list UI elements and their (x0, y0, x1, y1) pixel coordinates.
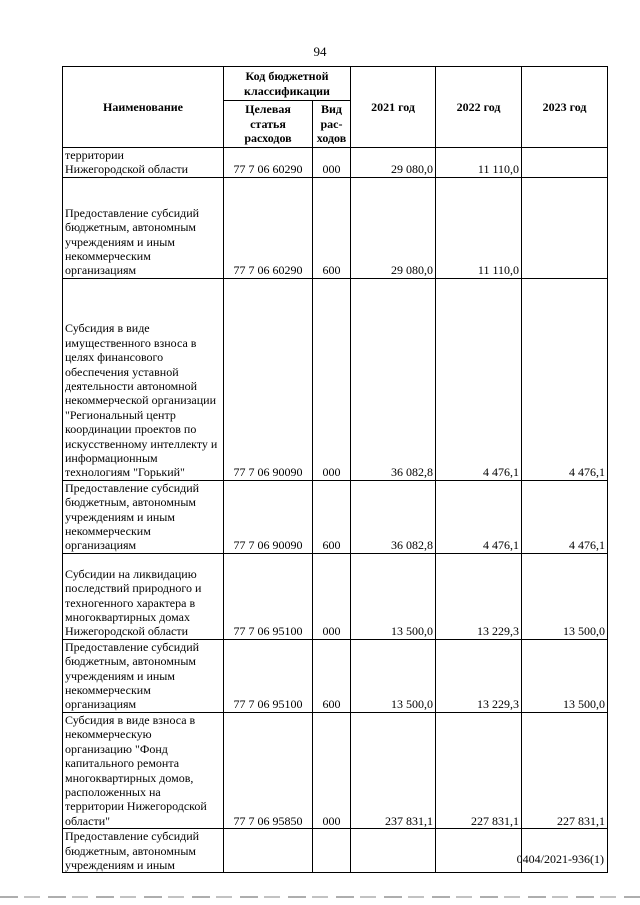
cell-y2023: 4 476,1 (522, 278, 608, 480)
cell-y2021: 36 082,8 (351, 480, 436, 553)
cell-name: Предоставление субсидий бюджетным, автономным учреждениям и иным некоммерческим организациям (63, 639, 224, 712)
cell-y2022 (436, 829, 522, 873)
cell-name: Предоставление субсидий бюджетным, автономным учреждениям и иным некоммерческим организациям (63, 177, 224, 278)
cell-y2021: 29 080,0 (351, 177, 436, 278)
cell-y2023: 227 831,1 (522, 712, 608, 828)
cell-y2023: 13 500,0 (522, 553, 608, 639)
page-number: 94 (313, 44, 327, 59)
cell-name: Субсидия в виде взноса в некоммерческую организацию "Фонд капитального ремонта многоквартирных домов, расположенных на территории Нижегородской области" (63, 712, 224, 828)
cell-y2021: 36 082,8 (351, 278, 436, 480)
cell-y2021: 13 500,0 (351, 553, 436, 639)
cell-y2022: 13 229,3 (436, 639, 522, 712)
cell-y2021: 237 831,1 (351, 712, 436, 828)
cell-code: 77 7 06 60290 (224, 177, 313, 278)
cell-code: 77 7 06 95100 (224, 553, 313, 639)
table-row (63, 148, 608, 178)
cell-name: территории Нижегородской области (63, 148, 224, 178)
table-row (63, 480, 608, 553)
header-code-group: Код бюджетной классификации (224, 67, 351, 101)
cell-type: 600 (313, 177, 351, 278)
cell-y2021: 29 080,0 (351, 148, 436, 178)
cell-type: 000 (313, 553, 351, 639)
cell-name: Субсидия в виде имущественного взноса в целях финансового обеспечения уставной деятельности автономной некоммерческой организации "Региональный центр координации проектов по искусственному интеллекту и информационным технологиям "Горький" (63, 278, 224, 480)
cell-type: 000 (313, 712, 351, 828)
cell-type: 000 (313, 278, 351, 480)
header-2023: 2023 год (522, 67, 608, 148)
header-2022: 2022 год (436, 67, 522, 148)
cell-y2021: 13 500,0 (351, 639, 436, 712)
cell-type (313, 829, 351, 873)
header-target-article: Целевая статья расходов (224, 101, 313, 148)
cell-code: 77 7 06 90090 (224, 480, 313, 553)
header-expense-type: Вид рас-ходов (313, 101, 351, 148)
cell-y2022: 11 110,0 (436, 148, 522, 178)
table-row (63, 553, 608, 639)
header-2021: 2021 год (351, 67, 436, 148)
cell-code: 77 7 06 90090 (224, 278, 313, 480)
cell-name: Предоставление субсидий бюджетным, автономным учреждениям и иным некоммерческим организациям (63, 480, 224, 553)
cell-y2022: 11 110,0 (436, 177, 522, 278)
document-number: 0404/2021-936(1) (516, 852, 604, 866)
table-row (63, 177, 608, 278)
scan-artifact-line (0, 896, 640, 898)
cell-code: 77 7 06 95100 (224, 639, 313, 712)
table-row (63, 278, 608, 480)
cell-name: Субсидии на ликвидацию последствий природного и техногенного характера в многоквартирных домах Нижегородской области (63, 553, 224, 639)
header-name: Наименование (63, 67, 224, 148)
cell-code: 77 7 06 60290 (224, 148, 313, 178)
cell-y2023 (522, 148, 608, 178)
cell-code: 77 7 06 95850 (224, 712, 313, 828)
budget-table (62, 66, 608, 873)
cell-y2022: 4 476,1 (436, 278, 522, 480)
cell-y2022: 227 831,1 (436, 712, 522, 828)
cell-type: 000 (313, 148, 351, 178)
cell-type: 600 (313, 639, 351, 712)
cell-y2023 (522, 177, 608, 278)
cell-code (224, 829, 313, 873)
cell-name: Предоставление субсидий бюджетным, автономным учреждениям и иным (63, 829, 224, 873)
cell-y2022: 4 476,1 (436, 480, 522, 553)
cell-y2023: 13 500,0 (522, 639, 608, 712)
table-row (63, 639, 608, 712)
cell-y2021 (351, 829, 436, 873)
cell-type: 600 (313, 480, 351, 553)
table-row (63, 712, 608, 828)
cell-y2023: 4 476,1 (522, 480, 608, 553)
cell-y2022: 13 229,3 (436, 553, 522, 639)
